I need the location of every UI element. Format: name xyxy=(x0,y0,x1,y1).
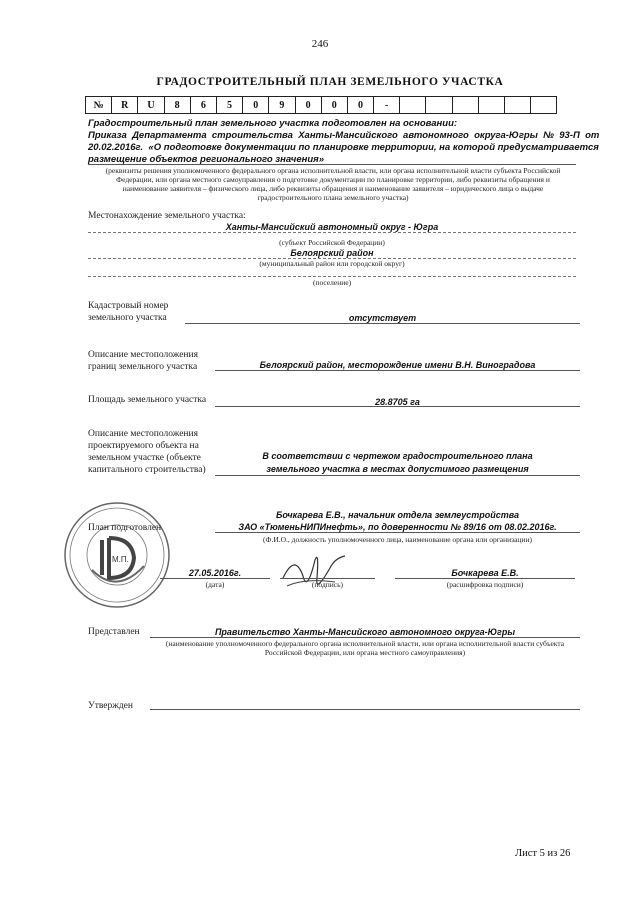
object-label: Описание местоположения проектируемого объекта на земельном участке (объекте капитального строительства) xyxy=(88,429,206,475)
signature-underline xyxy=(280,578,375,579)
number-cell xyxy=(505,97,531,114)
district-note: (муниципальный район или городской округ) xyxy=(259,259,405,268)
region-underline xyxy=(88,232,576,233)
number-cell: 0 xyxy=(347,97,373,114)
basis-underline xyxy=(88,164,576,165)
prepared-decoding: Бочкарева Е.В. xyxy=(451,568,519,578)
number-cell: 0 xyxy=(295,97,321,114)
area-underline xyxy=(215,406,580,407)
prepared-note: (Ф.И.О., должность уполномоченного лица, наименование органа или организации) xyxy=(263,535,532,544)
boundaries-value: Белоярский район, месторождение имени В.Н. Виноградова xyxy=(259,360,536,370)
date-note: (дата) xyxy=(205,580,225,589)
location-region: Ханты-Мансийский автономный округ - Югра xyxy=(225,222,439,232)
area-value: 28.8705 га xyxy=(375,397,420,407)
region-note: (субъект Российской Федерации) xyxy=(279,238,385,247)
number-cell xyxy=(478,97,504,114)
object-value: В соответствии с чертежом градостроительного плана земельного участка в местах допустимого размещения xyxy=(262,451,533,474)
cadastral-label: Кадастровый номер земельного участка xyxy=(88,301,169,323)
location-label: Местонахождение земельного участка: xyxy=(88,211,246,221)
basis-note: (реквизиты решения уполномоченного федерального органа исполнительной власти, или органа исполнительной власти субъекта Российской Федерации, или органа местного самоуправления о подготовке документации по планировке территории, либо реквизиты обращения и наименование заявителя – физического лица, либо реквизиты обращения и наименование заявителя – юридического лица о выдаче градостроительного плана земельного участка) xyxy=(105,166,561,202)
number-cell xyxy=(452,97,478,114)
number-cell: - xyxy=(374,97,400,114)
submitted-underline xyxy=(150,637,580,638)
number-cell xyxy=(400,97,426,114)
settlement-underline xyxy=(88,276,576,277)
submitted-note: (наименование уполномоченного федерального органа исполнительной власти, или органа исполнительной власти субъекта Российской Федерации, или органа местного самоуправления) xyxy=(165,639,565,657)
date-underline xyxy=(160,578,270,579)
submitted-value: Правительство Ханты-Мансийского автономного округа-Югры xyxy=(214,627,516,637)
number-cell xyxy=(531,97,557,114)
number-cell: U xyxy=(138,97,164,114)
number-cell: 5 xyxy=(216,97,242,114)
number-cell: 0 xyxy=(243,97,269,114)
basis-title: Градостроительный план земельного участка подготовлен на основании: xyxy=(88,118,458,129)
boundaries-label: Описание местоположения границ земельного участка xyxy=(88,350,198,372)
approved-underline xyxy=(150,709,580,710)
prepared-person-2: ЗАО «ТюменьНИПИнефть», по доверенности № 89/16 от 08.02.2016г. xyxy=(238,522,557,532)
area-label: Площадь земельного участка xyxy=(88,395,207,405)
number-cell: 6 xyxy=(190,97,216,114)
number-cell: 8 xyxy=(164,97,190,114)
prepared-date: 27.05.2016г. xyxy=(188,568,242,578)
sheet-number: Лист 5 из 26 xyxy=(515,848,571,859)
stamp-text: М.П. xyxy=(112,555,129,564)
prepared-person-1: Бочкарева Е.В., начальник отдела землеустройства xyxy=(275,510,520,520)
decoding-note: (расшифровка подписи) xyxy=(446,580,524,589)
basis-line-3: размещение объектов регионального значения» xyxy=(88,154,325,165)
prepared-underline xyxy=(215,532,580,533)
basis-line-2: 20.02.2016г. «О подготовке документации по планировке территории, на которой предусматривается xyxy=(88,142,599,153)
stamp-seal xyxy=(62,500,172,610)
decoding-underline xyxy=(395,578,575,579)
submitted-label: Представлен xyxy=(88,627,140,637)
page-number: 246 xyxy=(311,38,329,50)
boundaries-underline xyxy=(215,370,580,371)
basis-line-1: Приказа Департамента строительства Ханты-Мансийского автономного округа-Югры № 93-П от xyxy=(88,130,600,141)
cadastral-value: отсутствует xyxy=(348,313,417,323)
location-district: Белоярский район xyxy=(290,248,374,258)
number-cell: R xyxy=(112,97,138,114)
number-cell: 0 xyxy=(321,97,347,114)
signature xyxy=(275,548,355,598)
cadastral-underline xyxy=(185,323,580,324)
number-cell: 9 xyxy=(269,97,295,114)
approved-label: Утвержден xyxy=(88,701,133,711)
number-cell xyxy=(426,97,452,114)
object-underline xyxy=(215,475,580,476)
signature-note: (подпись) xyxy=(311,580,344,589)
settlement-note: (поселение) xyxy=(312,278,352,287)
prepared-label: План подготовлен xyxy=(88,523,162,533)
plan-number-grid xyxy=(85,96,557,114)
number-cell: № xyxy=(86,97,112,114)
page-title: ГРАДОСТРОИТЕЛЬНЫЙ ПЛАН ЗЕМЕЛЬНОГО УЧАСТКА xyxy=(156,76,504,88)
